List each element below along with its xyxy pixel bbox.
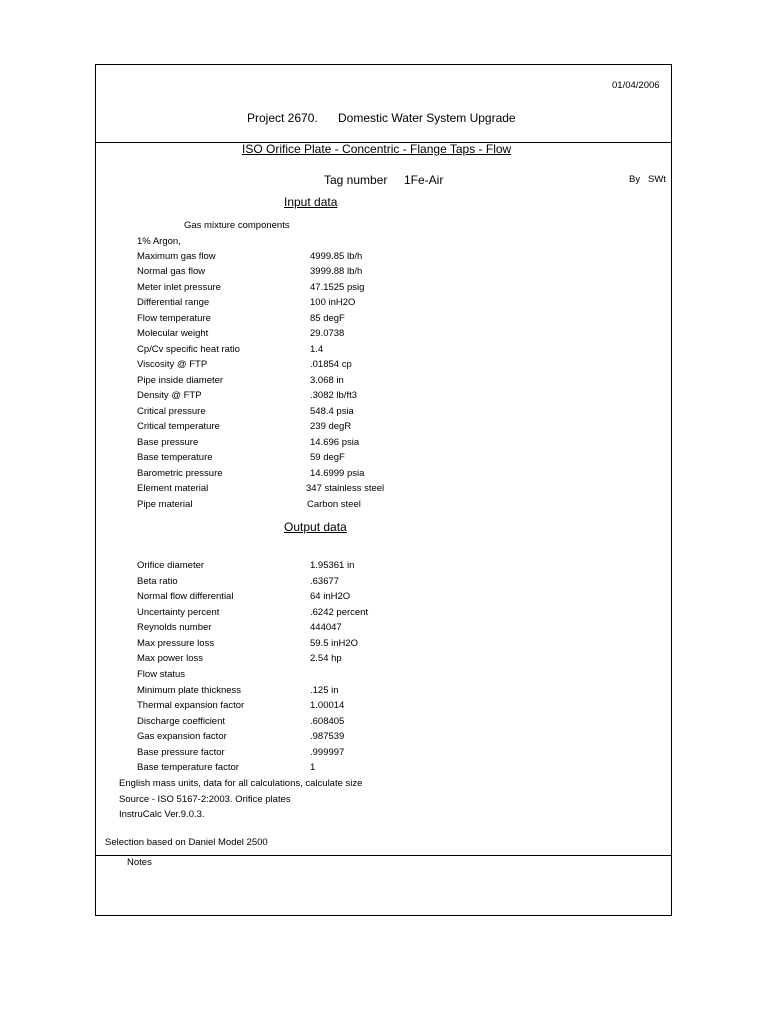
- output-row: [137, 607, 557, 619]
- input-value: 59 degF: [310, 452, 345, 463]
- input-label: Meter inlet pressure: [137, 282, 221, 293]
- project-title: Domestic Water System Upgrade: [338, 111, 516, 125]
- notes-label: Notes: [127, 857, 152, 868]
- input-value: 47.1525 psig: [310, 282, 365, 293]
- output-label: Base temperature factor: [137, 762, 239, 773]
- input-value: 239 degR: [310, 421, 352, 432]
- input-value: 14.6999 psia: [310, 468, 365, 479]
- output-label: Beta ratio: [137, 576, 178, 587]
- input-value: 85 degF: [310, 313, 345, 324]
- output-label: Flow status: [137, 669, 186, 680]
- output-row: [137, 762, 557, 774]
- output-row: [137, 669, 557, 681]
- output-row: [137, 576, 557, 588]
- source-note: Source - ISO 5167-2:2003. Orifice plates: [119, 794, 291, 805]
- output-label: Orifice diameter: [137, 560, 205, 571]
- input-row: [137, 421, 557, 433]
- input-value: .01854 cp: [310, 359, 352, 370]
- by-label: By: [629, 174, 641, 185]
- output-label: Discharge coefficient: [137, 716, 226, 727]
- input-data-heading: Input data: [284, 195, 338, 209]
- output-value: .6242 percent: [310, 607, 369, 618]
- output-label: Max pressure loss: [137, 638, 215, 649]
- datasheet: [95, 64, 672, 916]
- input-value: 4999.85 lb/h: [310, 251, 363, 262]
- software-note: InstruCalc Ver.9.0.3.: [119, 809, 205, 820]
- input-row: [137, 452, 557, 464]
- input-label: Barometric pressure: [137, 468, 223, 479]
- output-label: Thermal expansion factor: [137, 700, 245, 711]
- input-label: Viscosity @ FTP: [137, 359, 208, 370]
- calculation-title: ISO Orifice Plate - Concentric - Flange Taps - Flow: [242, 142, 512, 156]
- output-label: Minimum plate thickness: [137, 685, 242, 696]
- input-row: [137, 406, 557, 418]
- input-row: [137, 390, 557, 402]
- input-label: Critical pressure: [137, 406, 206, 417]
- input-row: [137, 359, 557, 371]
- input-row: [137, 468, 557, 480]
- output-row: [137, 653, 557, 665]
- output-row: [137, 622, 557, 634]
- output-value: .63677: [310, 576, 340, 587]
- output-value: .125 in: [310, 685, 339, 696]
- input-row: [137, 282, 557, 294]
- input-row: [137, 344, 557, 356]
- input-label: Density @ FTP: [137, 390, 202, 401]
- input-label: Critical temperature: [137, 421, 220, 432]
- input-value: 3.068 in: [310, 375, 344, 386]
- input-row: [137, 251, 557, 263]
- output-label: Base pressure factor: [137, 747, 225, 758]
- input-value: .3082 lb/ft3: [310, 390, 358, 401]
- output-row: [137, 591, 557, 603]
- output-label: Uncertainty percent: [137, 607, 220, 618]
- input-value: 14.696 psia: [310, 437, 360, 448]
- output-label: Reynolds number: [137, 622, 212, 633]
- input-label: Element material: [137, 483, 209, 494]
- input-row: [137, 375, 557, 387]
- input-row: [137, 437, 557, 449]
- output-row: [137, 638, 557, 650]
- output-row: [137, 560, 557, 572]
- input-label: Base pressure: [137, 437, 199, 448]
- gas-components-list: 1% Argon,: [137, 236, 181, 247]
- tag-number-label: Tag number: [324, 173, 388, 187]
- by-value: SWt: [648, 174, 666, 185]
- output-row: [137, 747, 557, 759]
- output-value: .608405: [310, 716, 345, 727]
- tag-number-value: 1Fe-Air: [404, 173, 444, 187]
- output-value: .999997: [310, 747, 345, 758]
- input-value: 1.4: [310, 344, 324, 355]
- input-row: [137, 266, 557, 278]
- input-row: [137, 483, 557, 495]
- output-value: 1.95361 in: [310, 560, 355, 571]
- output-data-heading: Output data: [284, 520, 347, 534]
- output-label: Gas expansion factor: [137, 731, 227, 742]
- output-value: 1: [310, 762, 316, 773]
- input-label: Normal gas flow: [137, 266, 206, 277]
- output-label: Max power loss: [137, 653, 203, 664]
- input-value: 548.4 psia: [310, 406, 354, 417]
- notes-divider: [96, 855, 671, 856]
- input-label: Molecular weight: [137, 328, 209, 339]
- input-value: 100 inH2O: [310, 297, 356, 308]
- input-row: [137, 313, 557, 325]
- input-row: [137, 297, 557, 309]
- input-label: Pipe inside diameter: [137, 375, 224, 386]
- input-label: Base temperature: [137, 452, 213, 463]
- input-value: 3999.88 lb/h: [310, 266, 363, 277]
- output-value: 2.54 hp: [310, 653, 342, 664]
- input-row: [137, 328, 557, 340]
- project-number: Project 2670.: [247, 111, 318, 125]
- output-value: 1.00014: [310, 700, 345, 711]
- output-label: Normal flow differential: [137, 591, 234, 602]
- output-row: [137, 731, 557, 743]
- gas-components-heading: Gas mixture components: [184, 220, 290, 231]
- input-value: Carbon steel: [307, 499, 361, 510]
- output-value: .987539: [310, 731, 345, 742]
- date-text: 01/04/2006: [612, 80, 660, 91]
- output-value: 59.5 inH2O: [310, 638, 359, 649]
- output-row: [137, 685, 557, 697]
- input-label: Maximum gas flow: [137, 251, 216, 262]
- output-row: [137, 700, 557, 712]
- output-row: [137, 716, 557, 728]
- input-value: 347 stainless steel: [306, 483, 385, 494]
- units-note: English mass units, data for all calculations, calculate size: [119, 778, 363, 789]
- input-label: Flow temperature: [137, 313, 211, 324]
- input-label: Pipe material: [137, 499, 193, 510]
- input-value: 29.0738: [310, 328, 345, 339]
- output-value: 444047: [310, 622, 342, 633]
- output-value: 64 inH2O: [310, 591, 351, 602]
- selection-note: Selection based on Daniel Model 2500: [105, 837, 268, 848]
- input-row: [137, 499, 557, 511]
- input-label: Cp/Cv specific heat ratio: [137, 344, 240, 355]
- input-label: Differential range: [137, 297, 210, 308]
